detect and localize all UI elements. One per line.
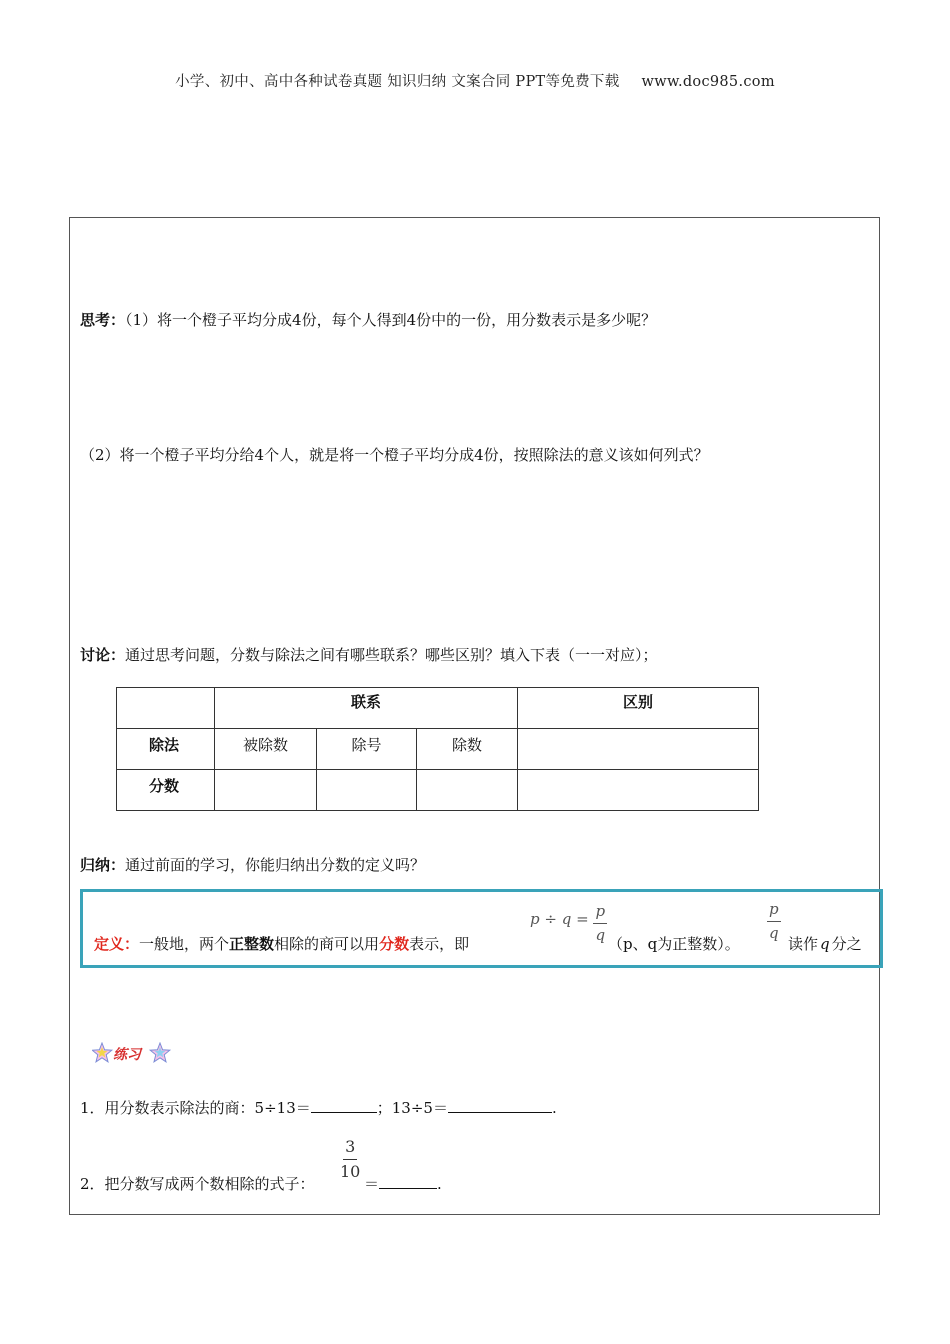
- fraction-cell-2[interactable]: [317, 770, 417, 811]
- fraction-cell-3[interactable]: [417, 770, 518, 811]
- diff-header-cell: [518, 688, 759, 729]
- definition-label: 定义：: [94, 935, 140, 953]
- formula-numerator: p: [593, 904, 607, 924]
- formula-denominator: q: [595, 926, 606, 944]
- exercise-2-fraction-symbol: [340, 1139, 360, 1180]
- summary-line: [80, 854, 425, 875]
- definition-line: [94, 933, 469, 954]
- division-sign-text: 除号: [351, 736, 382, 754]
- read-fraction: [767, 902, 781, 941]
- definition-positive-integer: 正整数: [229, 935, 275, 953]
- table-row: [117, 770, 759, 811]
- header-text: 小学、初中、高中各种试卷真题 知识归纳 文案合同 PPT等免费下载: [175, 74, 620, 90]
- think-q1-text: （1）将一个橙子平均分成4份，每个人得到4份中的一份，用分数表示是多少呢？: [125, 311, 657, 329]
- exercise-1: [80, 1097, 557, 1118]
- read-denominator: q: [769, 924, 779, 942]
- definition-fraction-word: 分数: [379, 935, 410, 953]
- link-header-cell: [215, 688, 518, 729]
- exercise-1-prefix: 1．用分数表示除法的商：5÷13＝: [80, 1099, 311, 1117]
- table-header-row: [117, 688, 759, 729]
- exercise-2-denominator: 10: [340, 1162, 361, 1181]
- comparison-table: [116, 687, 759, 811]
- exercise-2-tail: [364, 1173, 442, 1194]
- exercise-2-fraction: [340, 1139, 360, 1180]
- read-fraction-symbol: [767, 902, 781, 941]
- read-text: [788, 933, 862, 954]
- exercise-2-numerator: 3: [343, 1139, 357, 1160]
- definition-part3: 表示，即: [409, 935, 470, 953]
- diff-header: 区别: [622, 693, 653, 711]
- table-corner-cell: [117, 688, 215, 729]
- practice-label: 练习: [113, 1047, 141, 1063]
- exercise-2-eq: ＝: [364, 1175, 380, 1193]
- divisor-text: 除数: [451, 736, 482, 754]
- practice-badge: [92, 1042, 172, 1066]
- page-header: [0, 70, 950, 91]
- exercise-2-blank[interactable]: [379, 1174, 437, 1189]
- discuss-text: 通过思考问题，分数与除法之间有哪些联系？哪些区别？填入下表（一一对应）；: [125, 646, 658, 664]
- division-sign-cell: [317, 729, 417, 770]
- table-row: [117, 729, 759, 770]
- read-word: 读作: [788, 935, 819, 953]
- think-q2: （2）将一个橙子平均分给4个人，就是将一个橙子平均分成4份，按照除法的意义该如何列式？: [80, 446, 709, 464]
- header-url[interactable]: www.doc985.com: [641, 74, 775, 90]
- discuss-line: [80, 644, 658, 665]
- fraction-label: 分数: [149, 777, 180, 795]
- link-header: 联系: [350, 693, 381, 711]
- exercise-1-end: .: [551, 1099, 557, 1117]
- division-diff-cell[interactable]: [518, 729, 759, 770]
- definition-part1: 一般地，两个: [139, 935, 230, 953]
- definition-formula: [530, 904, 607, 943]
- read-tail: 分之: [831, 935, 862, 953]
- divisor-cell: [417, 729, 518, 770]
- read-numerator: p: [767, 902, 781, 922]
- division-label: 除法: [149, 736, 180, 754]
- definition-box: [80, 889, 883, 968]
- summary-label: 归纳：: [80, 856, 126, 874]
- formula-left: p ÷ q =: [530, 910, 589, 928]
- definition-condition: （p、q为正整数）。: [608, 935, 740, 953]
- think-q1: [80, 309, 656, 330]
- exercise-1-blank-b[interactable]: [448, 1098, 552, 1113]
- dividend-cell: [215, 729, 317, 770]
- summary-text: 通过前面的学习，你能归纳出分数的定义吗？: [125, 856, 426, 874]
- think-label: 思考：: [80, 311, 126, 329]
- exercise-2: [80, 1173, 315, 1194]
- division-row-header: [117, 729, 215, 770]
- fraction-row-header: [117, 770, 215, 811]
- worksheet-frame: [69, 217, 880, 1215]
- exercise-1-mid: ；13÷5＝: [376, 1099, 448, 1117]
- dividend-text: 被除数: [242, 736, 288, 754]
- formula-fraction: [593, 904, 607, 943]
- definition-part2: 相除的商可以用: [274, 935, 380, 953]
- exercise-1-blank-a[interactable]: [311, 1098, 377, 1113]
- fraction-cell-1[interactable]: [215, 770, 317, 811]
- exercise-2-prefix: 2．把分数写成两个数相除的式子：: [80, 1175, 315, 1193]
- discuss-label: 讨论：: [80, 646, 126, 664]
- fraction-diff-cell[interactable]: [518, 770, 759, 811]
- read-q: q: [820, 935, 830, 953]
- exercise-2-end: .: [437, 1175, 442, 1193]
